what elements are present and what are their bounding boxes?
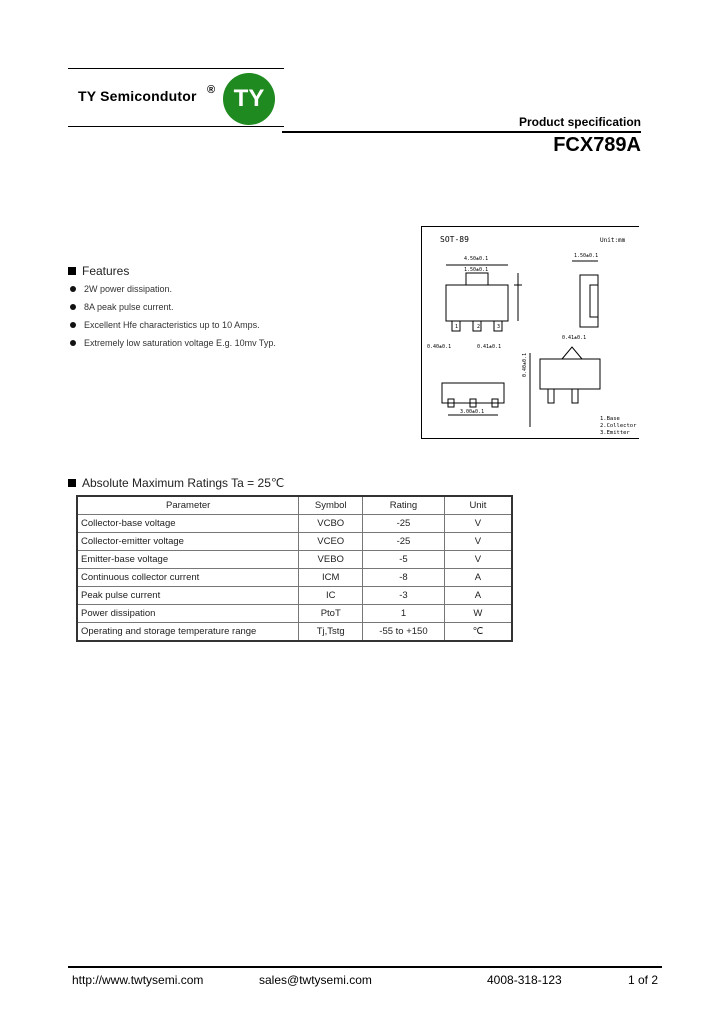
- features-list: [70, 280, 276, 352]
- unit-cell: V: [444, 515, 512, 533]
- ratings-table: [76, 495, 513, 642]
- unit-cell: ℃: [444, 623, 512, 642]
- symbol-cell: VCEO: [299, 533, 363, 551]
- rating-cell: -25: [363, 515, 445, 533]
- side-tab: [590, 285, 598, 317]
- page-number: 1 of 2: [628, 973, 659, 987]
- column-header: Symbol: [299, 496, 363, 515]
- ratings-title: Absolute Maximum Ratings Ta = 25℃: [82, 476, 285, 490]
- rating-cell: -3: [363, 587, 445, 605]
- rating-cell: -5: [363, 551, 445, 569]
- parameter-cell: Operating and storage temperature range: [77, 623, 299, 642]
- table-row: [77, 605, 512, 623]
- bullet-icon: [70, 322, 76, 328]
- part-number: FCX789A: [553, 134, 641, 156]
- top-view: [446, 265, 522, 331]
- parameter-cell: Collector-emitter voltage: [77, 533, 299, 551]
- table-row: [77, 587, 512, 605]
- bullet-icon: [70, 286, 76, 292]
- pin-legend: 3.Emitter: [600, 430, 630, 436]
- square-bullet-icon: [68, 479, 76, 487]
- detail-pin: [572, 389, 578, 403]
- dim-label: 0.40±0.1: [427, 344, 452, 350]
- feature-item: [70, 298, 276, 316]
- side-body: [580, 275, 598, 327]
- bullet-icon: [70, 340, 76, 346]
- feature-text: 2W power dissipation.: [84, 284, 173, 294]
- pin-number: 3: [497, 324, 501, 330]
- bullet-icon: [70, 304, 76, 310]
- company-name: TY Semicondutor: [78, 88, 197, 104]
- table-row: [77, 551, 512, 569]
- body-outline: [446, 285, 508, 321]
- parameter-cell: Collector-base voltage: [77, 515, 299, 533]
- symbol-cell: VEBO: [299, 551, 363, 569]
- detail-tab: [562, 347, 582, 359]
- rating-cell: -25: [363, 533, 445, 551]
- detail-pin: [548, 389, 554, 403]
- table-row: [77, 569, 512, 587]
- dim-label: 4.50±0.1: [464, 256, 489, 262]
- parameter-cell: Emitter-base voltage: [77, 551, 299, 569]
- dim-label: 1.50±0.1: [464, 267, 489, 273]
- package-diagram: [422, 227, 640, 440]
- parameter-cell: Continuous collector current: [77, 569, 299, 587]
- footer-rule: [68, 966, 662, 968]
- header-rule-bottom: [68, 126, 284, 127]
- package-unit: Unit:mm: [600, 237, 626, 244]
- unit-cell: W: [444, 605, 512, 623]
- feature-text: Extremely low saturation voltage E.g. 10mv Typ.: [84, 338, 276, 348]
- table-header-row: [77, 496, 512, 515]
- feature-item: [70, 316, 276, 334]
- header-rule-top: [68, 68, 284, 69]
- table-row: [77, 623, 512, 642]
- package-name: SOT-89: [440, 235, 469, 244]
- feature-item: [70, 334, 276, 352]
- pin-legend: 1.Base: [600, 416, 620, 422]
- unit-cell: V: [444, 533, 512, 551]
- column-header: Unit: [444, 496, 512, 515]
- unit-cell: V: [444, 551, 512, 569]
- symbol-cell: ICM: [299, 569, 363, 587]
- phone-number: 4008-318-123: [487, 973, 562, 987]
- pin-legend: 2.Collector: [600, 423, 637, 429]
- rating-cell: -55 to +150: [363, 623, 445, 642]
- pin-number: 1: [455, 324, 459, 330]
- front-body: [442, 383, 504, 403]
- table-row: [77, 533, 512, 551]
- column-header: Rating: [363, 496, 445, 515]
- logo-text: TY: [233, 85, 265, 112]
- column-header: Parameter: [77, 496, 299, 515]
- ratings-heading: [68, 476, 284, 490]
- features-title: Features: [82, 264, 130, 278]
- feature-text: Excellent Hfe characteristics up to 10 Amps.: [84, 320, 260, 330]
- parameter-cell: Power dissipation: [77, 605, 299, 623]
- symbol-cell: Tj,Tstg: [299, 623, 363, 642]
- pin-detail-view: [530, 347, 600, 427]
- symbol-cell: PtoT: [299, 605, 363, 623]
- parameter-cell: Peak pulse current: [77, 587, 299, 605]
- rating-cell: 1: [363, 605, 445, 623]
- website-link[interactable]: http://www.twtysemi.com: [72, 973, 204, 987]
- pin-number: 2: [477, 324, 481, 330]
- feature-item: [70, 280, 276, 298]
- registered-mark: ®: [207, 84, 216, 96]
- dim-label: 1.50±0.1: [574, 253, 599, 259]
- rating-cell: -8: [363, 569, 445, 587]
- features-heading: [68, 264, 129, 278]
- side-view: [572, 261, 598, 327]
- tab-outline: [466, 273, 488, 285]
- email-link[interactable]: sales@twtysemi.com: [259, 973, 372, 987]
- dim-label: 0.41±0.1: [562, 335, 587, 341]
- table-row: [77, 515, 512, 533]
- feature-text: 8A peak pulse current.: [84, 302, 174, 312]
- dim-label: 0.41±0.1: [477, 344, 502, 350]
- title-rule: [282, 131, 641, 133]
- unit-cell: A: [444, 569, 512, 587]
- doc-type: Product specification: [518, 115, 641, 129]
- dim-label: 0.40±0.1: [522, 352, 528, 377]
- detail-body: [540, 359, 600, 389]
- dim-label: 3.00±0.1: [460, 409, 485, 415]
- symbol-cell: IC: [299, 587, 363, 605]
- company-logo: [223, 73, 275, 125]
- package-outline-drawing: [421, 226, 639, 439]
- unit-cell: A: [444, 587, 512, 605]
- square-bullet-icon: [68, 267, 76, 275]
- symbol-cell: VCBO: [299, 515, 363, 533]
